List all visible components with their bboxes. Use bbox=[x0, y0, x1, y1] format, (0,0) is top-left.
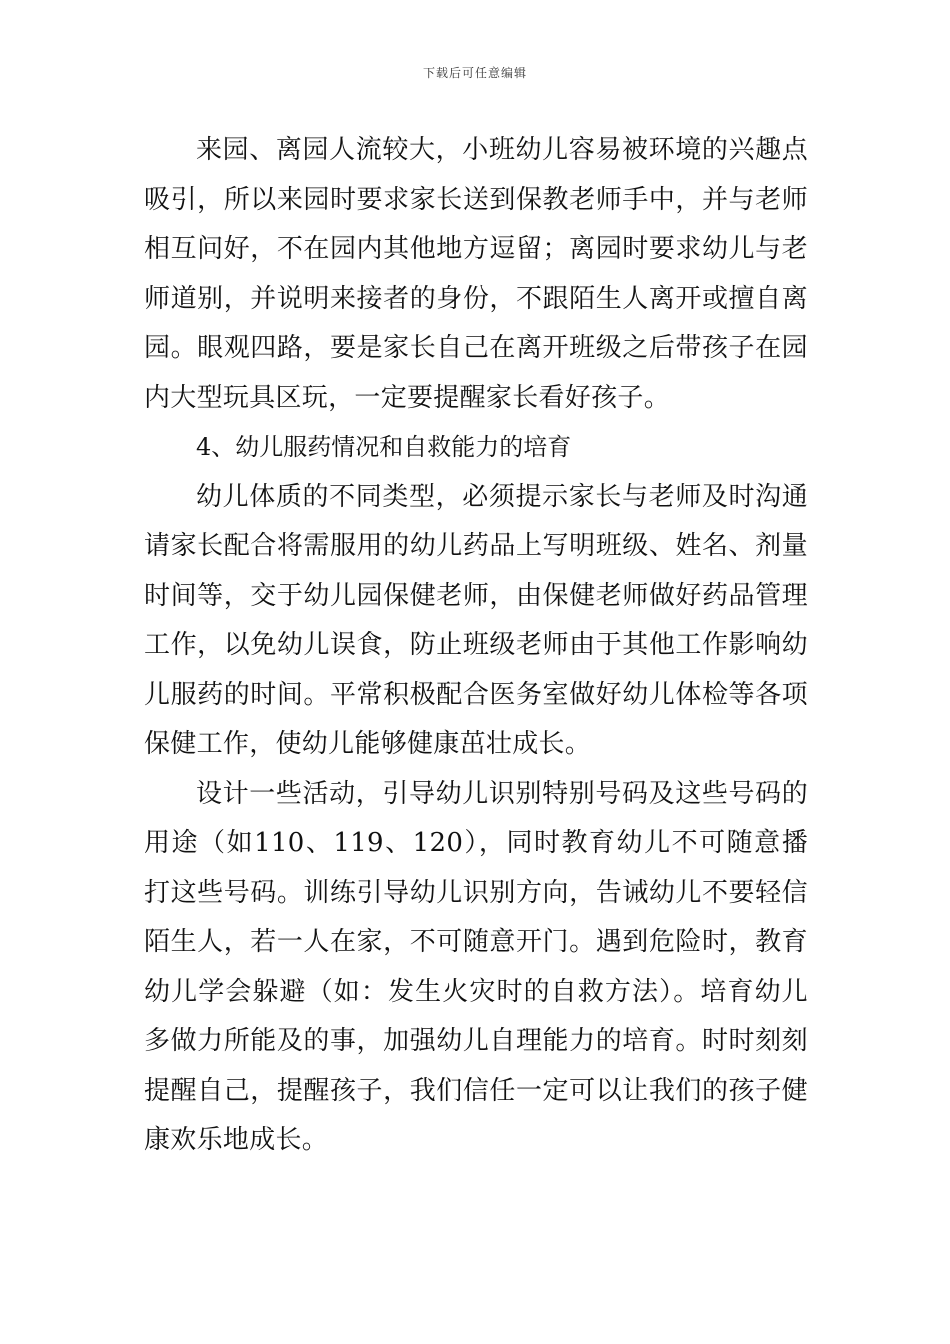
paragraph-self-rescue: 设计一些活动，引导幼儿识别特别号码及这些号码的用途（如110、119、120），同时教育幼儿不可随意播打这些号码。训练引导幼儿识别方向，告诫幼儿不要轻信陌生人，若一人在家，不可随意开门。遇到危险时，教育幼儿学会躲避（如：发生火灾时的自救方法）。培育幼儿多做力所能及的事，加强幼儿自理能力的培育。时时刻刻提醒自己，提醒孩子，我们信任一定可以让我们的孩子健康欢乐地成长。 bbox=[144, 778, 808, 1155]
section-heading-medication: 4、幼儿服药情况和自救能力的培育 bbox=[196, 433, 572, 461]
paragraph-medication: 幼儿体质的不同类型，必须提示家长与老师及时沟通请家长配合将需服用的幼儿药品上写明班级、姓名、剂量时间等，交于幼儿园保健老师，由保健老师做好药品管理工作，以免幼儿误食，防止班级老师由于其他工作影响幼儿服药的时间。平常积极配合医务室做好幼儿体检等各项保健工作，使幼儿能够健康茁壮成长。 bbox=[144, 481, 808, 759]
document-body bbox=[144, 126, 808, 1166]
paragraph-arrival-departure: 来园、离园人流较大，小班幼儿容易被环境的兴趣点吸引，所以来园时要求家长送到保教老师手中，并与老师相互问好，不在园内其他地方逗留；离园时要求幼儿与老师道别，并说明来接者的身份，不跟陌生人离开或擅自离园。眼观四路，要是家长自己在离开班级之后带孩子在园内大型玩具区玩，一定要提醒家长看好孩子。 bbox=[144, 135, 808, 413]
page-header-note: 下载后可任意编辑 bbox=[422, 66, 527, 80]
